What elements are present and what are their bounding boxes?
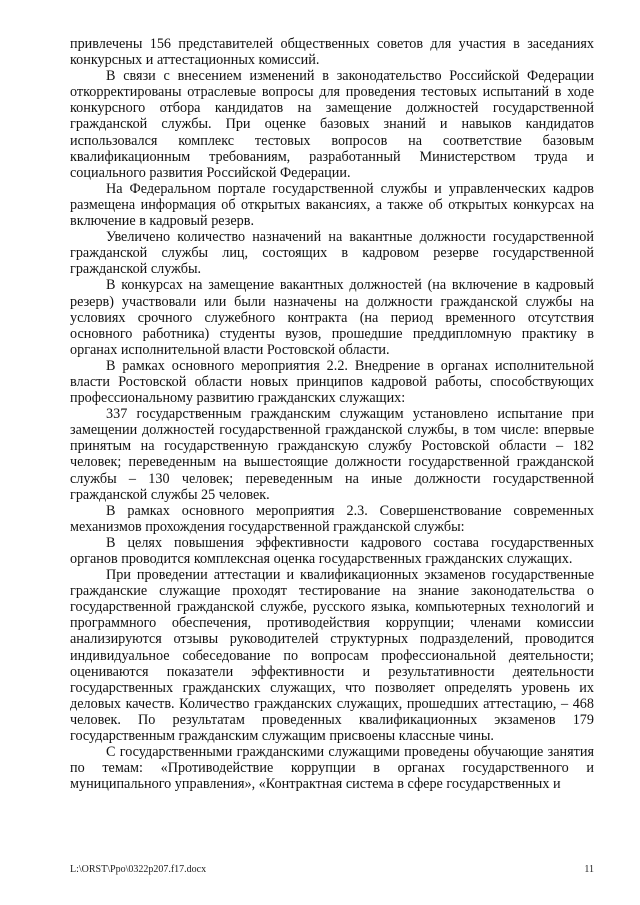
paragraph-7: 337 государственным гражданским служащим установлено испытание при замещении должностей государственной гражданской службы, в том числе: впервые принятым на государственную гражданскую службу Ростовской области – 182 человек; переведенным на вышестоящие должности государственной гражданской службы – 130 человек; переведенным на иные должности государственной гражданской службы 25 человек. [70, 406, 594, 503]
paragraph-6: В рамках основного мероприятия 2.2. Внедрение в органах исполнительной власти Ростовской области новых принципов кадровой работы, способствующих профессиональному развитию гражданских служащих: [70, 357, 594, 407]
paragraph-9: В целях повышения эффективности кадрового состава государственных органов проводится комплексная оценка государственных гражданских служащих. [70, 534, 594, 567]
paragraph-3: На Федеральном портале государственной службы и управленческих кадров размещена информация об открытых вакансиях, а также об открытых конкурсах на включение в кадровый резерв. [70, 180, 594, 230]
paragraph-4: Увеличено количество назначений на вакантные должности государственной гражданской службы лиц, состоящих в кадровом резерве государственной гражданской службы. [70, 229, 594, 278]
paragraph-11: С государственными гражданскими служащими проведены обучающие занятия по темам: «Противодействие коррупции в органах государственного и муниципального управления», «Контрактная система в сфере государственных и [70, 744, 594, 793]
document-page [70, 36, 594, 792]
paragraph-2: В связи с внесением изменений в законодательство Российской Федерации откорректированы отраслевые вопросы для проведения тестовых испытаний в ходе конкурсного отбора кандидатов на замещение должностей государственной гражданской службы. При оценке базовых знаний и навыков кандидатов использовался комплекс тестовых вопросов на соответствие базовым квалификационным требованиям, разработанный Министерством труда и социального развития Российской Федерации. [70, 68, 594, 181]
footer-page-number: 11 [584, 864, 594, 875]
paragraph-10: При проведении аттестации и квалификационных экзаменов государственные гражданские служащие проходят тестирование на знание законодательства о государственной гражданской службе, русского языка, компьютерных технологий и программного обеспечения, противодействия коррупции; членами комиссии анализируются отзывы руководителей структурных подразделений, проводится индивидуальное собеседование по вопросам профессиональной деятельности; оцениваются показатели эффективности и результативности деятельности государственных гражданских служащих, что позволяет определять уровень их деловых качеств. Количество гражданских служащих, прошедших аттестацию, – 468 человек. По результатам проведенных квалификационных экзаменов 179 государственным гражданским служащим присвоены классные чины. [70, 567, 594, 745]
footer-file-path: L:\ORST\Ppo\0322p207.f17.docx [70, 864, 207, 875]
paragraph-1: привлечены 156 представителей общественных советов для участия в заседаниях конкурсных и аттестационных комиссий. [70, 36, 594, 69]
paragraph-5: В конкурсах на замещение вакантных должностей (на включение в кадровый резерв) участвовали или были назначены на должности гражданской службы на условиях срочного служебного контракта (на период временного отсутствия основного работника) студенты вузов, прошедшие преддипломную практику в органах исполнительной власти Ростовской области. [70, 277, 594, 358]
page-footer [70, 864, 594, 878]
paragraph-8: В рамках основного мероприятия 2.3. Совершенствование современных механизмов прохождения государственной гражданской службы: [70, 502, 594, 535]
